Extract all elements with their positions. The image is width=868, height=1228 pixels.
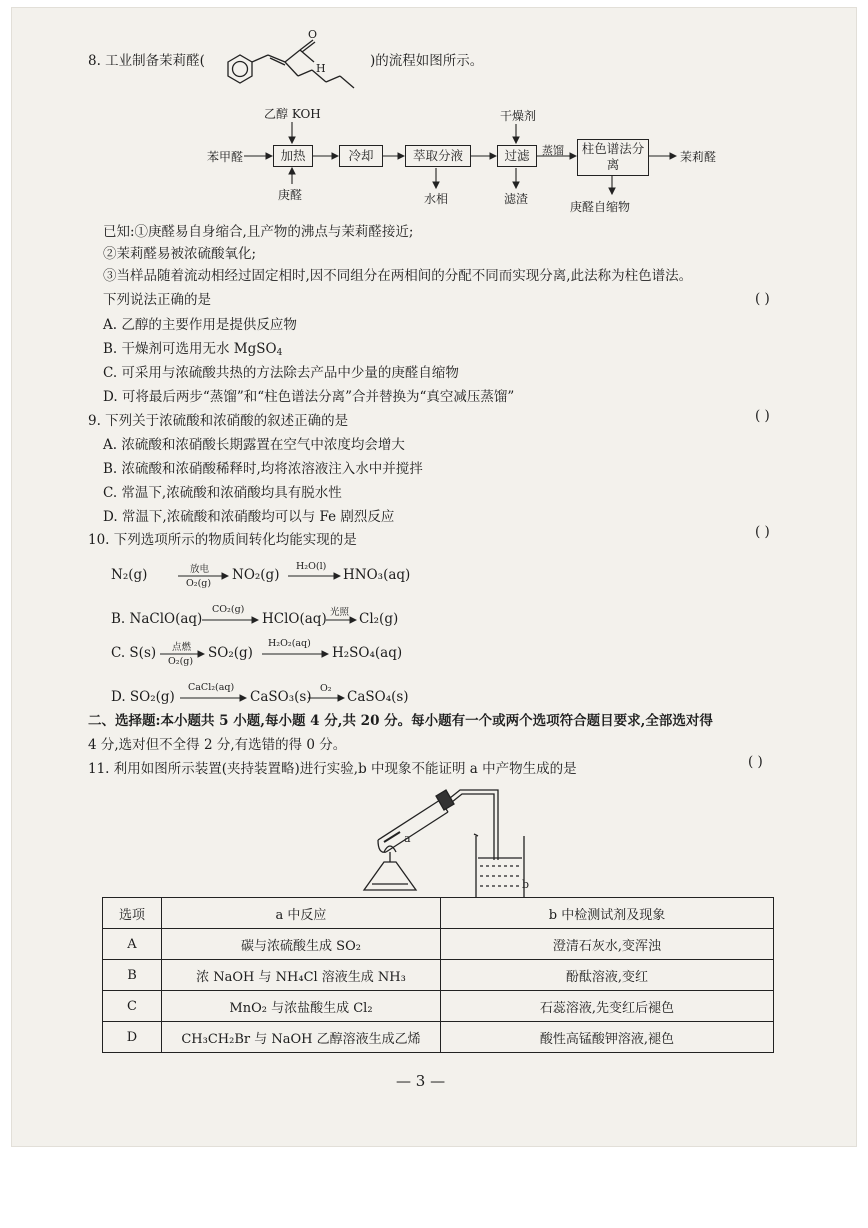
q11-answer-paren: ( )	[748, 754, 763, 770]
table-header-cell: 选项	[103, 898, 162, 929]
table-cell: 酸性高锰酸钾溶液,褪色	[441, 1022, 774, 1053]
table-header-row	[103, 898, 774, 929]
flow-drying-agent: 干燥剂	[500, 109, 537, 123]
q8-known-3: ③当样品随着流动相经过固定相时,因不同组分在两相间的分配不同而实现分离,此法称为柱色谱法。	[103, 268, 693, 284]
q8-known-1: 已知:①庚醛易自身缩合,且产物的沸点与茉莉醛接近;	[103, 224, 414, 240]
q10-b-start: B. NaClO(aq)	[111, 611, 203, 627]
table-cell: 酚酞溶液,变红	[441, 960, 774, 991]
q10-c-start: C. S(s)	[111, 645, 157, 661]
q10-c-cond1-bottom: O₂(g)	[168, 656, 194, 667]
section2-line2: 4 分,选对但不全得 2 分,有选错的得 0 分。	[88, 737, 347, 753]
table-row	[103, 960, 774, 991]
q9-option-a: A. 浓硫酸和浓硝酸长期露置在空气中浓度均会增大	[103, 437, 405, 453]
table-cell: 浓 NaOH 与 NH₄Cl 溶液生成 NH₃	[162, 960, 441, 991]
table-cell: MnO₂ 与浓盐酸生成 Cl₂	[162, 991, 441, 1022]
svg-text:O: O	[308, 28, 318, 41]
table-cell: 碳与浓硫酸生成 SO₂	[162, 929, 441, 960]
table-cell: D	[103, 1022, 162, 1053]
table-row	[103, 929, 774, 960]
flow-reagent-ethanol-koh: 乙醇 KOH	[264, 107, 321, 121]
q9-stem: 9. 下列关于浓硫酸和浓硝酸的叙述正确的是	[88, 413, 349, 429]
q10-b-cond1-top: CO₂(g)	[212, 604, 245, 615]
q10-a-cond1-top: 放电	[190, 564, 210, 575]
q10-a-start: N₂(g)	[111, 567, 148, 583]
table-cell: B	[103, 960, 162, 991]
q10-a-cond1-bottom: O₂(g)	[186, 578, 212, 589]
q10-c-mid: SO₂(g)	[208, 645, 253, 661]
flow-step-column: 柱色谱法分离	[577, 139, 649, 176]
q8-option-a: A. 乙醇的主要作用是提供反应物	[103, 317, 297, 333]
q10-c-end: H₂SO₄(aq)	[332, 645, 403, 661]
q10-a-end: HNO₃(aq)	[343, 567, 411, 583]
flow-aqueous-phase: 水相	[424, 192, 449, 206]
q10-d-cond1-top: CaCl₂(aq)	[188, 682, 235, 693]
q8-known-2: ②茉莉醛易被浓硫酸氧化;	[103, 246, 257, 262]
q9-option-d: D. 常温下,浓硫酸和浓硝酸均可以与 Fe 剧烈反应	[103, 509, 395, 525]
table-header-cell: b 中检测试剂及现象	[441, 898, 774, 929]
q10-c-cond2-top: H₂O₂(aq)	[268, 638, 311, 649]
q8-option-d: D. 可将最后两步“蒸馏”和“柱色谱法分离”合并替换为“真空减压蒸馏”	[103, 389, 515, 405]
svg-text:H: H	[316, 62, 326, 75]
flow-output-jasmine-aldehyde: 茉莉醛	[680, 150, 717, 164]
table-row	[103, 991, 774, 1022]
q11-stem: 11. 利用如图所示装置(夹持装置略)进行实验,b 中现象不能证明 a 中产物生成的是	[88, 761, 577, 777]
q10-a-mid: NO₂(g)	[232, 567, 280, 583]
q10-d-mid: CaSO₃(s)	[250, 689, 312, 705]
q10-stem: 10. 下列选项所示的物质间转化均能实现的是	[88, 532, 357, 548]
table-cell: 石蕊溶液,先变红后褪色	[441, 991, 774, 1022]
q9-option-c: C. 常温下,浓硫酸和浓硝酸均具有脱水性	[103, 485, 342, 501]
q8-option-b: B. 干燥剂可选用无水 MgSO$_4$	[103, 341, 283, 358]
page-number: — 3 —	[396, 1072, 446, 1090]
table-cell: A	[103, 929, 162, 960]
flow-residue: 滤渣	[504, 192, 529, 206]
flow-step-filter: 过滤	[497, 145, 537, 167]
q10-answer-paren: ( )	[755, 524, 770, 540]
flow-reagent-heptanal: 庚醛	[278, 188, 303, 202]
flow-byproduct: 庚醛自缩物	[570, 200, 631, 214]
section2-line1: 二、选择题:本小题共 5 小题,每小题 4 分,共 20 分。每小题有一个或两个选项符合题目要求,全部选对得	[88, 713, 713, 729]
q8-answer-paren: ( )	[755, 291, 770, 307]
flow-step-heat: 加热	[273, 145, 313, 167]
q9-answer-paren: ( )	[755, 408, 770, 424]
q11-label-b: b	[522, 878, 530, 891]
table-cell: 澄清石灰水,变浑浊	[441, 929, 774, 960]
flow-step-extract: 萃取分液	[405, 145, 471, 167]
table-cell: C	[103, 991, 162, 1022]
flow-distill-label: 蒸馏	[542, 144, 564, 157]
q10-d-cond2-top: O₂	[320, 683, 332, 694]
table-row	[103, 1022, 774, 1053]
q8-prompt: 下列说法正确的是	[103, 292, 211, 308]
q10-b-mid: HClO(aq)	[262, 611, 327, 627]
q10-d-end: CaSO₄(s)	[347, 689, 409, 705]
q8-option-c: C. 可采用与浓硫酸共热的方法除去产品中少量的庚醛自缩物	[103, 365, 459, 381]
q8-stem-start: 8. 工业制备茉莉醛(	[88, 53, 205, 69]
q8-stem-end: )的流程如图所示。	[370, 53, 484, 69]
q10-b-end: Cl₂(g)	[359, 611, 399, 627]
flow-input-benzaldehyde: 苯甲醛	[207, 150, 244, 164]
q9-option-b: B. 浓硫酸和浓硝酸稀释时,均将浓溶液注入水中并搅拌	[103, 461, 423, 477]
flow-step-cool: 冷却	[339, 145, 383, 167]
table-cell: CH₃CH₂Br 与 NaOH 乙醇溶液生成乙烯	[162, 1022, 441, 1053]
q11-options-table	[102, 897, 774, 1053]
q10-d-start: D. SO₂(g)	[111, 689, 175, 705]
q10-a-cond2-top: H₂O(l)	[296, 561, 327, 572]
q10-b-cond2-top: 光照	[330, 607, 350, 618]
q11-label-a: a	[404, 832, 411, 845]
table-header-cell: a 中反应	[162, 898, 441, 929]
q10-c-cond1-top: 点燃	[172, 642, 192, 653]
